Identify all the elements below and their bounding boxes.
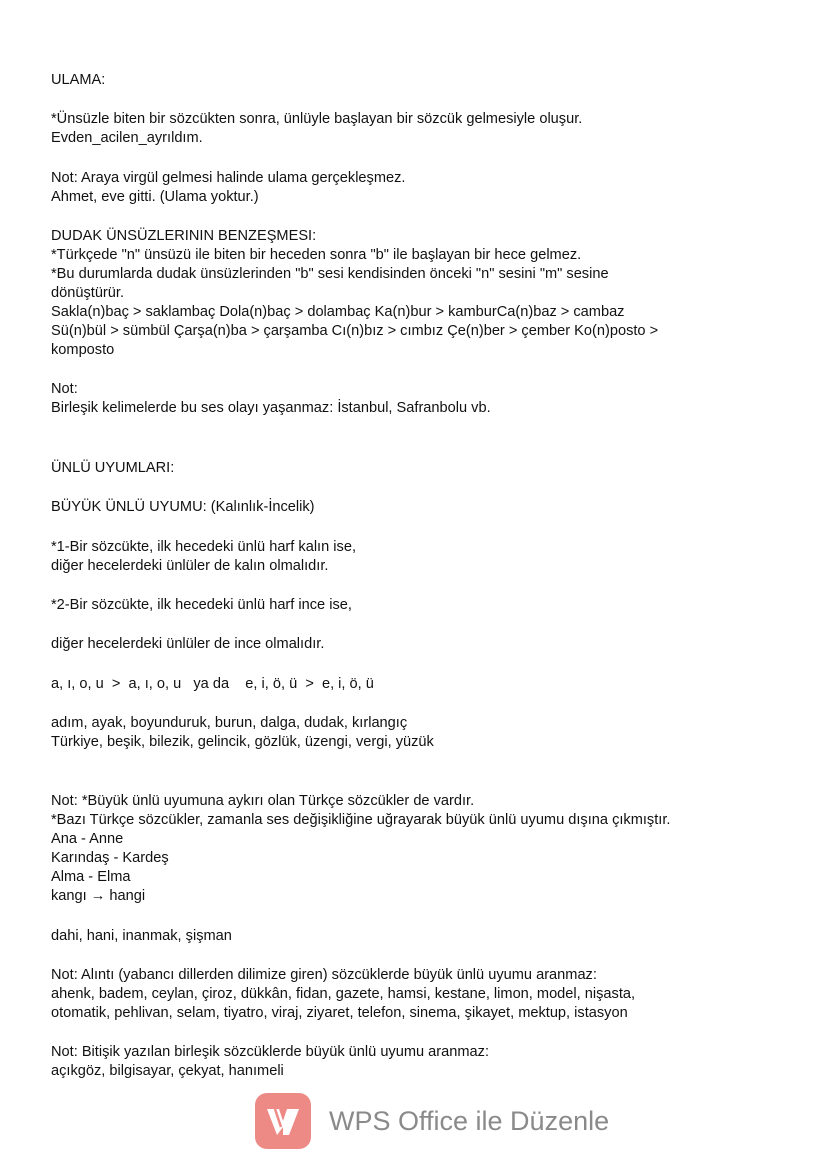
text-line: komposto xyxy=(51,342,115,358)
text-line: Ahmet, eve gitti. (Ulama yoktur.) xyxy=(51,189,259,205)
text-line: *2-Bir sözcükte, ilk hecedeki ünlü harf ince ise, xyxy=(51,597,352,613)
text-line: *Ünsüzle biten bir sözcükten sonra, ünlüyle başlayan bir sözcük gelmesiyle oluşur. xyxy=(51,111,583,127)
example-line: Ana - Anne xyxy=(51,831,124,847)
text-line: Sakla(n)baç > saklambaç Dola(n)baç > dolambaç Ka(n)bur > kamburCa(n)baz > cambaz xyxy=(51,304,625,320)
text-line: *Türkçede "n" ünsüzü ile biten bir heceden sonra "b" ile başlayan bir hece gelmez. xyxy=(51,247,582,263)
note-line: Not: Araya virgül gelmesi halinde ulama gerçekleşmez. xyxy=(51,170,406,186)
example-line: Türkiye, beşik, bilezik, gelincik, gözlük, üzengi, vergi, yüzük xyxy=(51,734,434,750)
wps-logo-icon[interactable] xyxy=(255,1093,311,1149)
vowel-rule-line: a, ı, o, u > a, ı, o, u ya da e, i, ö, ü > e, i, ö, ü xyxy=(51,676,374,692)
text-line: *Bazı Türkçe sözcükler, zamanla ses değişikliğine uğrayarak büyük ünlü uyumu dışına çıkmıştır. xyxy=(51,812,671,828)
example-line: otomatik, pehlivan, selam, tiyatro, viraj, ziyaret, telefon, sinema, şikayet, mektup, istasyon xyxy=(51,1005,628,1021)
example-line: ahenk, badem, ceylan, çiroz, dükkân, fidan, gazete, hamsi, kestane, limon, model, nişasta, xyxy=(51,986,636,1002)
wps-logo-glyph xyxy=(255,1093,311,1149)
heading-unlu-uyumlari: ÜNLÜ UYUMLARI: xyxy=(51,460,175,476)
example-line: açıkgöz, bilgisayar, çekyat, hanımeli xyxy=(51,1063,284,1079)
text-line: *1-Bir sözcükte, ilk hecedeki ünlü harf kalın ise, xyxy=(51,539,356,555)
text-line: *Bu durumlarda dudak ünsüzlerinden "b" sesi kendisinden önceki "n" sesini "m" sesine xyxy=(51,266,609,282)
heading-buyuk-unlu: BÜYÜK ÜNLÜ UYUMU: (Kalınlık-İncelik) xyxy=(51,499,315,515)
text-line: diğer hecelerdeki ünlüler de kalın olmalıdır. xyxy=(51,558,329,574)
example-line: kangı → hangi xyxy=(51,888,146,904)
note-line: Not: Alıntı (yabancı dillerden dilimize giren) sözcüklerde büyük ünlü uyumu aranmaz: xyxy=(51,967,597,983)
text-line: Birleşik kelimelerde bu ses olayı yaşanmaz: İstanbul, Safranbolu vb. xyxy=(51,400,491,416)
text-line: Sü(n)bül > sümbül Çarşa(n)ba > çarşamba Cı(n)bız > cımbız Çe(n)ber > çember Ko(n)posto > xyxy=(51,323,659,339)
wps-edit-label[interactable]: WPS Office ile Düzenle xyxy=(329,1106,610,1136)
text-line: diğer hecelerdeki ünlüler de ince olmalıdır. xyxy=(51,636,325,652)
note-line: Not: xyxy=(51,381,78,397)
wps-edit-banner[interactable] xyxy=(255,1093,615,1149)
example-line: adım, ayak, boyunduruk, burun, dalga, dudak, kırlangıç xyxy=(51,715,408,731)
example-line: Karındaş - Kardeş xyxy=(51,850,169,866)
text-line: dönüştürür. xyxy=(51,285,125,301)
note-line: Not: Bitişik yazılan birleşik sözcüklerde büyük ünlü uyumu aranmaz: xyxy=(51,1044,490,1060)
heading-ulama: ULAMA: xyxy=(51,72,106,88)
example-line: dahi, hani, inanmak, şişman xyxy=(51,928,232,944)
note-line: Not: *Büyük ünlü uyumuna aykırı olan Türkçe sözcükler de vardır. xyxy=(51,793,475,809)
example-line: Alma - Elma xyxy=(51,869,131,885)
heading-dudak: DUDAK ÜNSÜZLERININ BENZEŞMESI: xyxy=(51,228,317,244)
text-line: Evden_acilen_ayrıldım. xyxy=(51,130,203,146)
